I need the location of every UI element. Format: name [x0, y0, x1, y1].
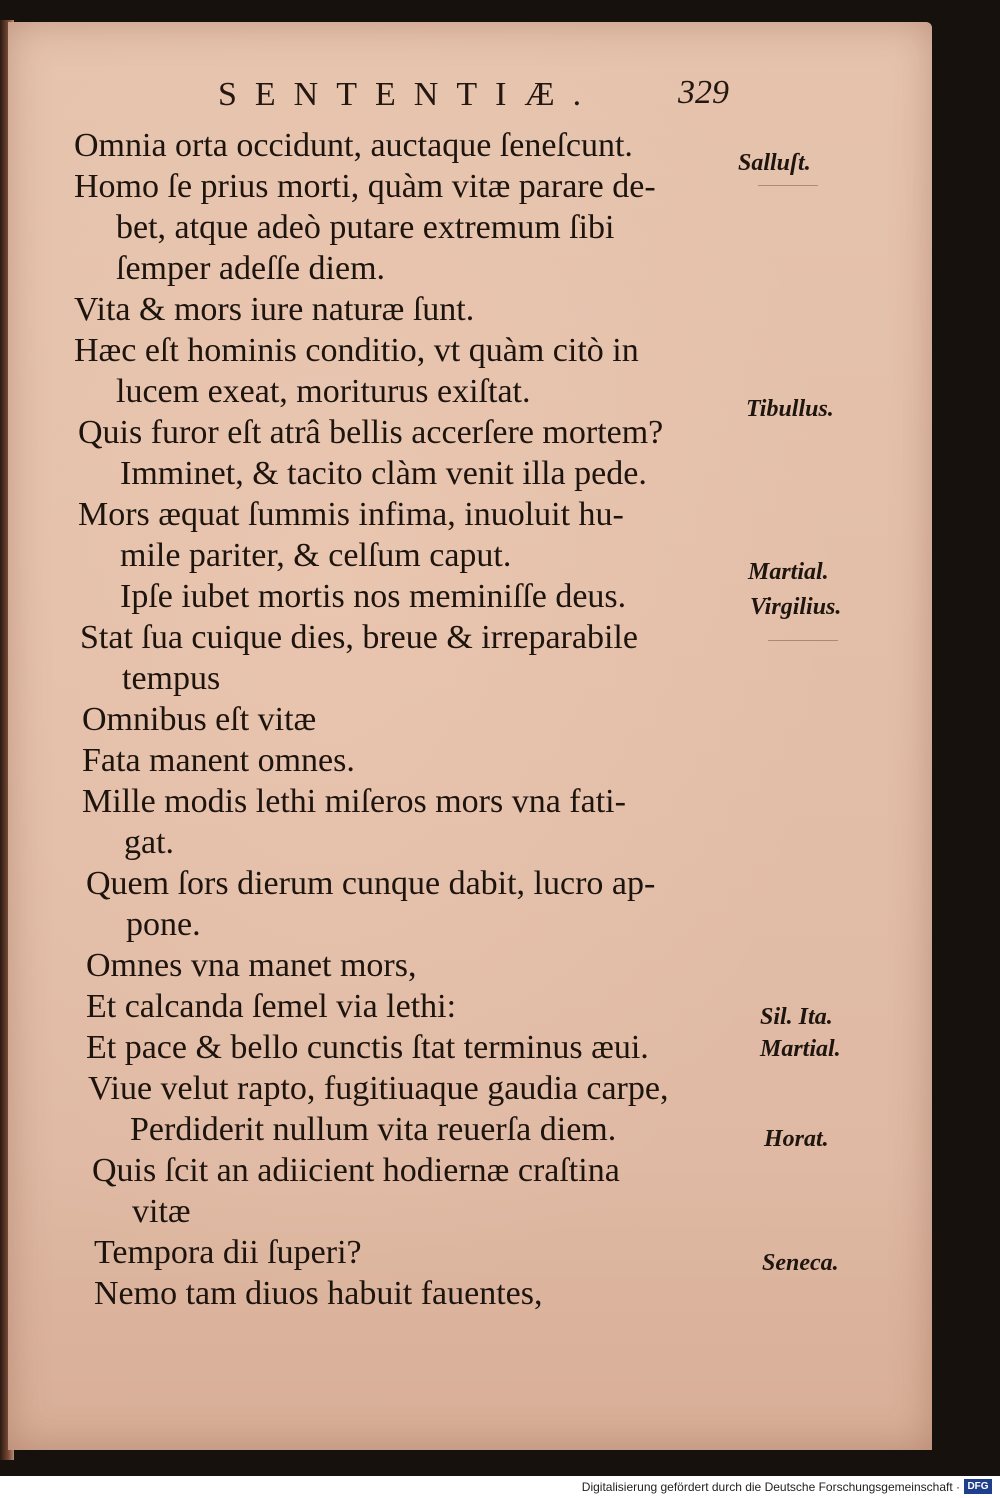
text-line: Viue velut rapto, fugitiuaque gaudia carpe, — [88, 1070, 669, 1107]
text-line: Hæc eſt hominis conditio, vt quàm citò in — [74, 332, 639, 369]
text-line: bet, atque adeò putare extremum ſibi — [116, 209, 615, 246]
text-line: Mille modis lethi miſeros mors vna fati- — [82, 783, 626, 820]
text-line: pone. — [126, 906, 201, 943]
text-line: Mors æquat ſummis infima, inuoluit hu- — [78, 496, 624, 533]
text-line: lucem exeat, moriturus exiſtat. — [116, 373, 531, 410]
text-line: Et pace & bello cunctis ſtat terminus æui. — [86, 1029, 649, 1066]
dfg-logo-icon: DFG — [964, 1479, 992, 1494]
funding-credit: Digitalisierung gefördert durch die Deutsche Forschungsgemeinschaft · — [581, 1480, 960, 1494]
text-line: gat. — [124, 824, 175, 861]
running-title: SENTENTIÆ. — [218, 76, 600, 113]
margin-note: Virgilius. — [750, 594, 842, 620]
text-line: Imminet, & tacito clàm venit illa pede. — [120, 455, 647, 492]
margin-note: Salluſt. — [738, 150, 811, 176]
margin-rule — [758, 185, 818, 186]
text-line: Quis furor eſt atrâ bellis accerſere mortem? — [78, 414, 664, 451]
text-line: Quem ſors dierum cunque dabit, lucro ap- — [86, 865, 656, 902]
footer-bar — [0, 1476, 1000, 1498]
text-line: mile pariter, & celſum caput. — [120, 537, 512, 574]
margin-note: Horat. — [764, 1126, 829, 1152]
body-text — [8, 126, 768, 1326]
text-line: Homo ſe prius morti, quàm vitæ parare de- — [74, 168, 656, 205]
margin-note: Tibullus. — [746, 396, 834, 422]
text-line: Omnia orta occidunt, auctaque ſeneſcunt. — [74, 127, 633, 164]
text-line: vitæ — [132, 1193, 191, 1230]
text-line: tempus — [122, 660, 221, 697]
text-line: ſemper adeſſe diem. — [116, 250, 386, 287]
text-line: Nemo tam diuos habuit fauentes, — [94, 1275, 543, 1312]
page-header — [208, 72, 768, 112]
text-line: Et calcanda ſemel via lethi: — [86, 988, 457, 1025]
text-line: Fata manent omnes. — [82, 742, 355, 779]
text-line: Omnes vna manet mors, — [86, 947, 417, 984]
margin-note: Seneca. — [762, 1250, 839, 1276]
text-line: Ipſe iubet mortis nos meminiſſe deus. — [120, 578, 627, 615]
text-line: Vita & mors iure naturæ ſunt. — [74, 291, 475, 328]
margin-rule — [768, 640, 838, 641]
text-line: Perdiderit nullum vita reuerſa diem. — [130, 1111, 617, 1148]
text-line: Tempora dii ſuperi? — [94, 1234, 362, 1271]
book-page — [8, 22, 932, 1450]
text-line: Quis ſcit an adiicient hodiernæ craſtina — [92, 1152, 620, 1189]
margin-note: Martial. — [748, 559, 829, 585]
margin-note: Sil. Ita. — [760, 1004, 833, 1030]
margin-note: Martial. — [760, 1036, 841, 1062]
text-line: Omnibus eſt vitæ — [82, 701, 317, 738]
text-line: Stat ſua cuique dies, breue & irreparabile — [80, 619, 638, 656]
page-number: 329 — [678, 74, 729, 111]
